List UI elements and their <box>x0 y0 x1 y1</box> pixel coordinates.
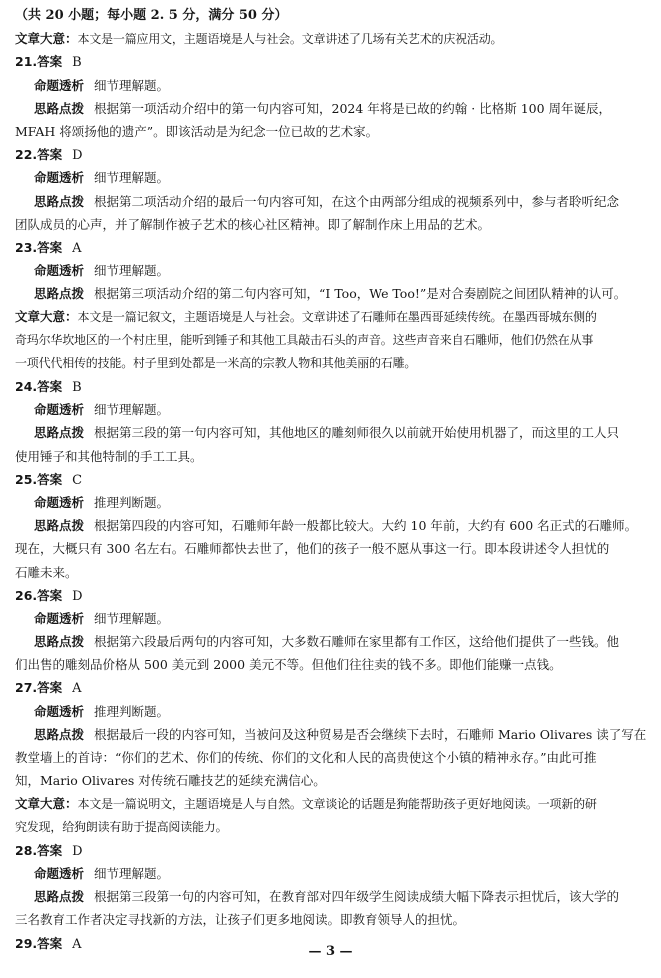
analysis-label: 命题透析 <box>34 494 85 510</box>
question-number: 26. <box>15 587 38 603</box>
answer-label: 答案 <box>37 935 63 951</box>
thinking-text: 根据第二项活动介绍的最后一句内容可知，在这个由两部分组成的视频系列中，参与者聆听纪念 <box>94 193 620 209</box>
section-header: （共 20 小题；每小题 2. 5 分，满分 50 分） <box>15 8 288 23</box>
answer-row <box>15 50 647 73</box>
passage-summary <box>15 792 647 815</box>
answer-label: 答案 <box>37 54 63 70</box>
answer-value: D <box>72 148 83 164</box>
question-number: 27. <box>15 680 38 696</box>
analysis-label: 命题透析 <box>34 865 85 881</box>
answer-row <box>15 839 647 862</box>
passage-summary-text: 一项代代相传的技能。村子里到处都是一米高的宗教人物和其他美丽的石雕。 <box>15 355 417 370</box>
thinking-text-continued: 三名教育工作者决定寻找新的方法，让孩子们更多地阅读。即教育领导人的担忧。 <box>15 912 466 928</box>
analysis-text: 推理判断题。 <box>94 494 170 510</box>
thinking-text-continued: 教堂墙上的首诗：“你们的艺术、你们的传统、你们的文化和人民的高贵使这个小镇的精神永存。”由此可推 <box>15 750 597 765</box>
answer-row <box>15 143 647 166</box>
thinking-label: 思路点拨 <box>34 193 85 209</box>
analysis-row <box>15 607 647 630</box>
question-number: 29. <box>15 935 38 951</box>
passage-summary <box>15 305 647 328</box>
thinking-label: 思路点拨 <box>34 726 85 742</box>
answer-label: 答案 <box>37 471 63 487</box>
answer-label: 答案 <box>37 587 63 603</box>
answer-row <box>15 375 647 398</box>
analysis-label: 命题透析 <box>34 610 85 626</box>
answer-value: A <box>72 936 82 952</box>
thinking-text-continued: 石雕未来。 <box>15 564 78 580</box>
answer-row <box>15 468 647 491</box>
analysis-text: 细节理解题。 <box>94 77 170 93</box>
passage-summary <box>15 27 647 50</box>
analysis-text: 推理判断题。 <box>94 703 170 719</box>
thinking-text-continued: 现在，大概只有 300 名左右。石雕师都快去世了，他们的孩子一般不愿从事这一行。即本段讲述令人担忧的 <box>15 541 610 557</box>
passage-summary-continued <box>15 816 647 839</box>
analysis-label: 命题透析 <box>34 263 85 279</box>
thinking-text-continued: 们出售的雕刻品价格从 500 美元到 2000 美元不等。但他们往往卖的钱不多。即他们能赚一点钱。 <box>15 657 562 673</box>
thinking-text-continued: MFAH 将颂扬他的遗产”。即该活动是为纪念一位已故的艺术家。 <box>15 123 379 139</box>
thinking-text: 根据第一项活动介绍中的第一句内容可知，2024 年将是已故的约翰 · 比格斯 100 周年诞辰， <box>94 100 612 116</box>
thinking-label: 思路点拨 <box>34 100 85 116</box>
question-number: 24. <box>15 379 38 394</box>
analysis-text: 细节理解题。 <box>94 170 170 186</box>
analysis-text: 细节理解题。 <box>94 263 170 279</box>
thinking-row <box>15 421 647 444</box>
analysis-label: 命题透析 <box>34 402 85 418</box>
thinking-text-continued: 团队成员的心声，并了解制作被子艺术的核心社区精神。即了解制作床上用品的艺术。 <box>15 216 491 232</box>
passage-summary-label: 文章大意： <box>15 31 78 47</box>
analysis-row <box>15 398 647 421</box>
analysis-row <box>15 166 647 189</box>
question-number: 25. <box>15 471 38 487</box>
analysis-text: 细节理解题。 <box>94 610 170 626</box>
passage-summary-text: 究发现，给狗朗读有助于提高阅读能力。 <box>15 819 228 834</box>
thinking-label: 思路点拨 <box>34 425 85 441</box>
answer-label: 答案 <box>37 239 63 255</box>
answer-value: C <box>72 472 83 488</box>
question-number: 28. <box>15 842 38 858</box>
analysis-row <box>15 491 647 514</box>
answer-label: 答案 <box>37 147 63 163</box>
analysis-row <box>15 74 647 97</box>
analysis-label: 命题透析 <box>34 170 85 186</box>
analysis-label: 命题透析 <box>34 77 85 93</box>
thinking-text: 根据第四段的内容可知，石雕师年龄一般都比较大。大约 10 年前，大约有 600 名正式的石雕师。 <box>94 518 638 534</box>
answer-label: 答案 <box>37 680 63 696</box>
answer-row <box>15 236 647 259</box>
question-number: 22. <box>15 147 38 163</box>
thinking-text-continued: 知，Mario Olivares 对传统石雕技艺的延续充满信心。 <box>15 773 326 789</box>
answer-label: 答案 <box>37 842 63 858</box>
answer-value: D <box>72 588 83 604</box>
passage-summary-text: 奇玛尔华坎地区的一个村庄里，能听到锤子和其他工具敲击石头的声音。这些声音来自石雕师，他们仍然在从事 <box>15 332 594 347</box>
thinking-text: 根据最后一段的内容可知，当被问及这种贸易是否会继续下去时，石雕师 Mario Olivares 读了写在 <box>94 726 647 742</box>
answer-value: A <box>72 681 82 697</box>
answer-value: D <box>72 843 83 859</box>
thinking-text: 根据第三项活动介绍的第二句内容可知，“I Too，We Too!”是对合奏剧院之间团队精神的认可。 <box>94 286 627 302</box>
answer-value: B <box>72 55 82 71</box>
thinking-row <box>15 885 647 908</box>
analysis-label: 命题透析 <box>34 703 85 719</box>
analysis-text: 细节理解题。 <box>94 402 170 418</box>
thinking-text: 根据第三段的第一句内容可知，其他地区的雕刻师很久以前就开始使用机器了，而这里的工人只 <box>94 425 620 441</box>
analysis-row <box>15 862 647 885</box>
passage-summary-continued <box>15 352 647 375</box>
thinking-row <box>15 723 647 746</box>
thinking-label: 思路点拨 <box>34 286 85 302</box>
answer-label: 答案 <box>37 379 63 394</box>
question-number: 21. <box>15 54 38 70</box>
thinking-text: 根据第六段最后两句的内容可知，大多数石雕师在家里都有工作区，这给他们提供了一些钱。他 <box>94 634 620 650</box>
thinking-row <box>15 97 647 120</box>
thinking-text-continued: 使用锤子和其他特制的手工工具。 <box>15 448 203 464</box>
answer-row <box>15 676 647 699</box>
thinking-label: 思路点拨 <box>34 518 85 534</box>
analysis-row <box>15 259 647 282</box>
passage-summary-label: 文章大意： <box>15 309 78 325</box>
answer-value: A <box>72 240 82 256</box>
answer-row <box>15 584 647 607</box>
passage-summary-continued <box>15 329 647 352</box>
document-body <box>15 4 647 955</box>
analysis-text: 细节理解题。 <box>94 865 170 881</box>
passage-summary-text: 本文是一篇记叙文，主题语境是人与社会。文章讲述了石雕师在墨西哥延续传统。在墨西哥城东侧的 <box>77 310 597 325</box>
thinking-row <box>15 630 647 653</box>
answer-value: B <box>72 380 82 395</box>
thinking-row <box>15 282 647 305</box>
page-number: — 3 — <box>308 944 353 959</box>
passage-summary-label: 文章大意： <box>15 796 78 812</box>
thinking-row <box>15 190 647 213</box>
question-number: 23. <box>15 239 38 255</box>
thinking-label: 思路点拨 <box>34 634 85 650</box>
thinking-label: 思路点拨 <box>34 889 85 905</box>
analysis-row <box>15 700 647 723</box>
thinking-text: 根据第三段第一句的内容可知，在教育部对四年级学生阅读成绩大幅下降表示担忧后，该大学的 <box>94 889 620 905</box>
passage-summary-text: 本文是一篇说明文，主题语境是人与自然。文章谈论的话题是狗能帮助孩子更好地阅读。一项新的研 <box>77 797 597 812</box>
thinking-row <box>15 514 647 537</box>
passage-summary-text: 本文是一篇应用文，主题语境是人与社会。文章讲述了几场有关艺术的庆祝活动。 <box>77 32 503 47</box>
